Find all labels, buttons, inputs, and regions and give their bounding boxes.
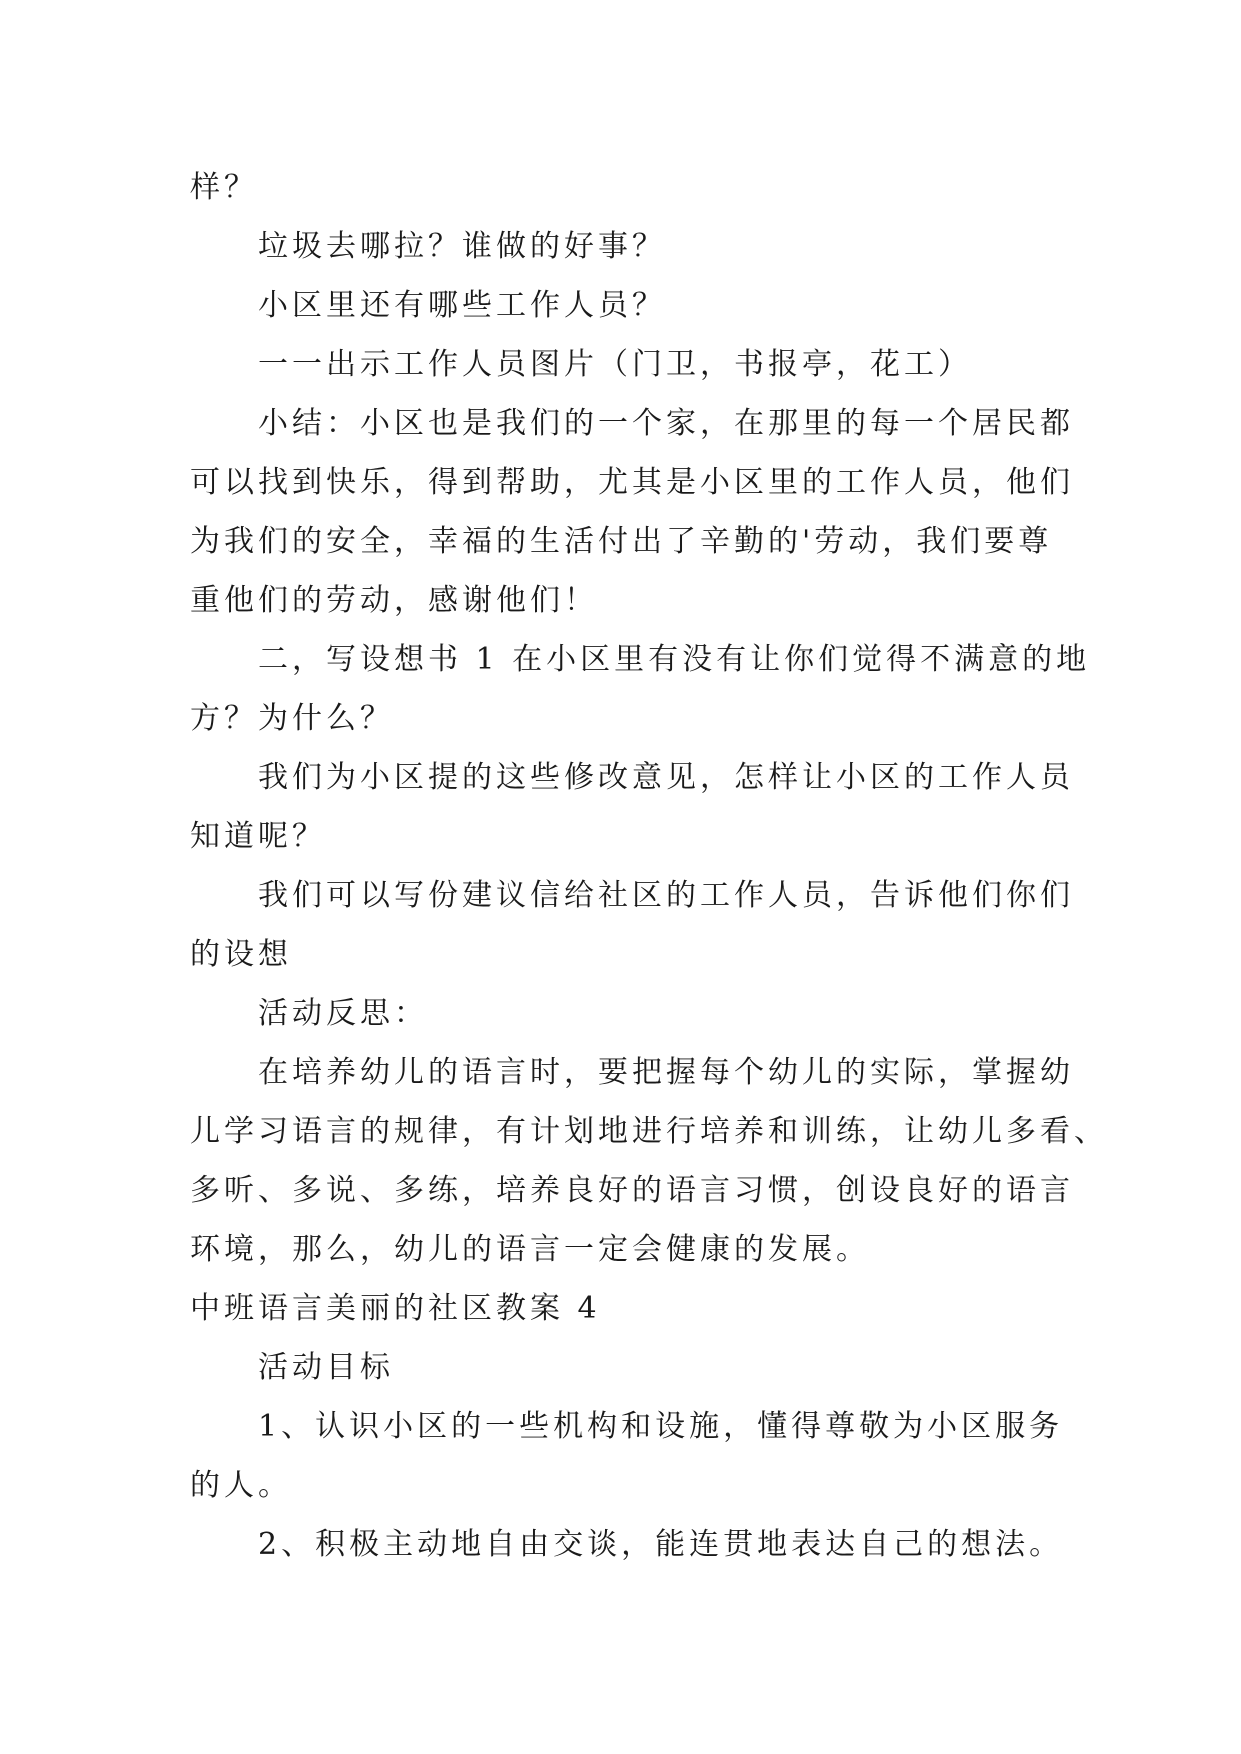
text-line: 二，写设想书 1 在小区里有没有让你们觉得不满意的地 <box>258 642 1091 677</box>
text-line: 小区里还有哪些工作人员？ <box>258 288 666 323</box>
text-line: 的设想 <box>190 937 292 972</box>
text-line: 垃圾去哪拉？谁做的好事？ <box>258 229 666 264</box>
section-heading: 活动反思： <box>258 996 428 1031</box>
text-line: 为我们的安全，幸福的生活付出了辛勤的'劳动，我们要尊 <box>190 524 1053 559</box>
text-line: 我们可以写份建议信给社区的工作人员，告诉他们你们 <box>258 878 1074 913</box>
text-line: 我们为小区提的这些修改意见，怎样让小区的工作人员 <box>258 760 1074 795</box>
text-line: 1、认识小区的一些机构和设施，懂得尊敬为小区服务 <box>258 1409 1064 1444</box>
text-line: 2、积极主动地自由交谈，能连贯地表达自己的想法。 <box>258 1527 1064 1562</box>
document-body <box>190 158 1108 1574</box>
text-line: 多听、多说、多练，培养良好的语言习惯，创设良好的语言 <box>190 1173 1074 1208</box>
text-line: 小结：小区也是我们的一个家，在那里的每一个居民都 <box>258 406 1074 441</box>
document-title: 中班语言美丽的社区教案 4 <box>190 1291 601 1326</box>
text-line: 环境，那么，幼儿的语言一定会健康的发展。 <box>190 1232 870 1267</box>
text-line: 样？ <box>190 170 258 205</box>
text-line: 一一出示工作人员图片（门卫，书报亭，花工） <box>258 347 972 382</box>
text-line: 方？为什么？ <box>190 701 394 736</box>
text-line: 重他们的劳动，感谢他们！ <box>190 583 598 618</box>
text-line: 儿学习语言的规律，有计划地进行培养和训练，让幼儿多看、 <box>190 1114 1108 1149</box>
text-line: 在培养幼儿的语言时，要把握每个幼儿的实际，掌握幼 <box>258 1055 1074 1090</box>
text-line: 可以找到快乐，得到帮助，尤其是小区里的工作人员，他们 <box>190 465 1074 500</box>
text-line: 知道呢？ <box>190 819 326 854</box>
section-heading: 活动目标 <box>258 1350 394 1385</box>
text-line: 的人。 <box>190 1468 292 1503</box>
